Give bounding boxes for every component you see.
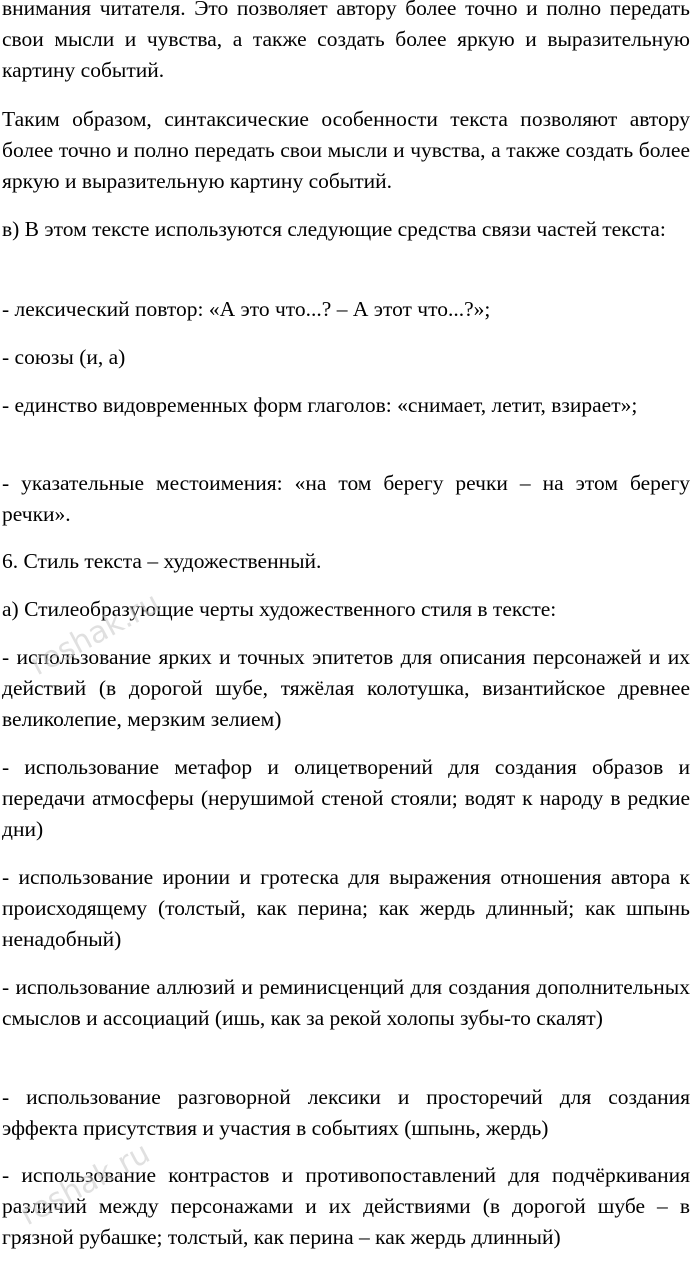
paragraph-11: - использование метафор и олицетворений для создания образов и передачи атмосферы (нерушимой стеной стояли; водят к народу в редкие дни) <box>2 755 690 841</box>
paragraph-12: - использование иронии и гротеска для выражения отношения автора к происходящему (толстый, как перина; как жердь длинный; как шпынь ненадобный) <box>2 865 690 951</box>
paragraph-2: Таким образом, синтаксические особенности текста позволяют автору более точно и полно передать свои мысли и чувства, а также создать более яркую и выразительную картину событий. <box>2 107 690 193</box>
paragraph-1: внимания читателя. Это позволяет автору более точно и полно передать свои мысли и чувства, а также создать более яркую и выразительную картину событий. <box>2 0 690 82</box>
paragraph-3: в) В этом тексте используются следующие средства связи частей текста: <box>2 217 666 241</box>
watermark-logo: reshak.ru <box>14 1135 156 1233</box>
paragraph-5: - союзы (и, а) <box>2 345 126 369</box>
paragraph-7: - указательные местоимения: «на том берегу речки – на этом берегу речки». <box>2 471 690 526</box>
paragraph-13: - использование аллюзий и реминисценций для создания дополнительных смыслов и ассоциаций (ишь, как за рекой холопы зубы-то скалят) <box>2 975 690 1030</box>
paragraph-4: - лексический повтор: «А это что...? – А этот что...?»; <box>2 297 491 321</box>
paragraph-6: - единство видовременных форм глаголов: «снимает, летит, взирает»; <box>2 393 638 417</box>
paragraph-15: - использование контрастов и противопоставлений для подчёркивания различий между персонажами и их действиями (в дорогой шубе – в грязной рубашке; толстый, как перина – как жердь длинный) <box>2 1163 690 1249</box>
paragraph-14: - использование разговорной лексики и просторечий для создания эффекта присутствия и участия в событиях (шпынь, жердь) <box>2 1085 690 1140</box>
paragraph-9: а) Стилеобразующие черты художественного стиля в тексте: <box>2 597 557 621</box>
paragraph-8: 6. Стиль текста – художественный. <box>2 549 322 573</box>
watermark-logo: reshak.ru <box>24 585 166 683</box>
paragraph-10: - использование ярких и точных эпитетов для описания персонажей и их действий (в дорогой шубе, тяжёлая колотушка, византийское древнее великолепие, мерзким зелием) <box>2 645 690 731</box>
